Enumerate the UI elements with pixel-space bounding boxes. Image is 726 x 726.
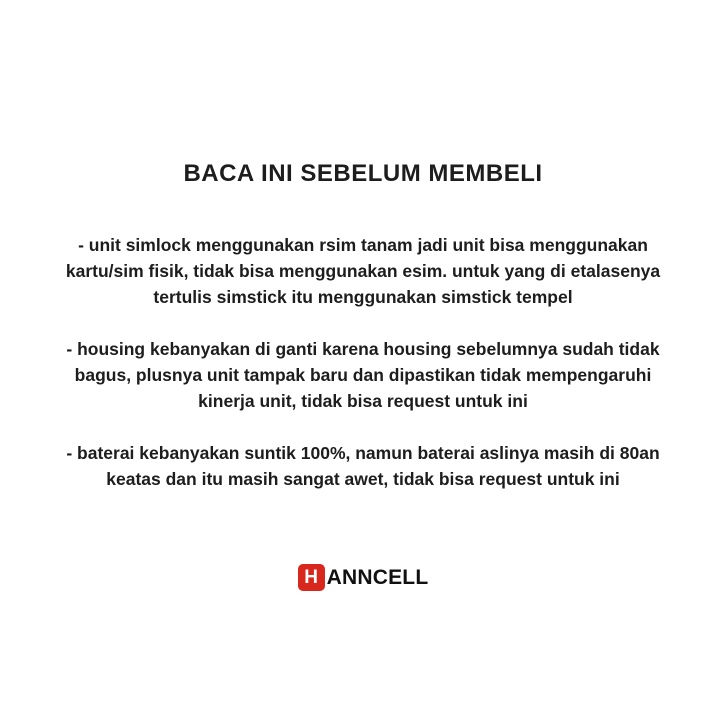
paragraph-housing-info: - housing kebanyakan di ganti karena housing sebelumnya sudah tidak bagus, plusnya unit tampak baru dan dipastikan tidak mempengaruhi kinerja unit, tidak bisa request untuk ini (66, 339, 660, 411)
paragraph-simlock-info: - unit simlock menggunakan rsim tanam jadi unit bisa menggunakan kartu/sim fisik, tidak bisa menggunakan esim. untuk yang di etalasenya tertulis simstick itu menggunakan simstick tempel (65, 235, 661, 307)
paragraph-battery-info: - baterai kebanyakan suntik 100%, namun baterai aslinya masih di 80an keatas dan itu masih sangat awet, tidak bisa request untuk ini (66, 443, 660, 489)
brand-wordmark: ANNCELL (326, 565, 429, 589)
brand-logo (298, 564, 429, 591)
page-title: BACA INI SEBELUM MEMBELI (183, 160, 543, 187)
brand-h-icon: H (298, 564, 325, 591)
